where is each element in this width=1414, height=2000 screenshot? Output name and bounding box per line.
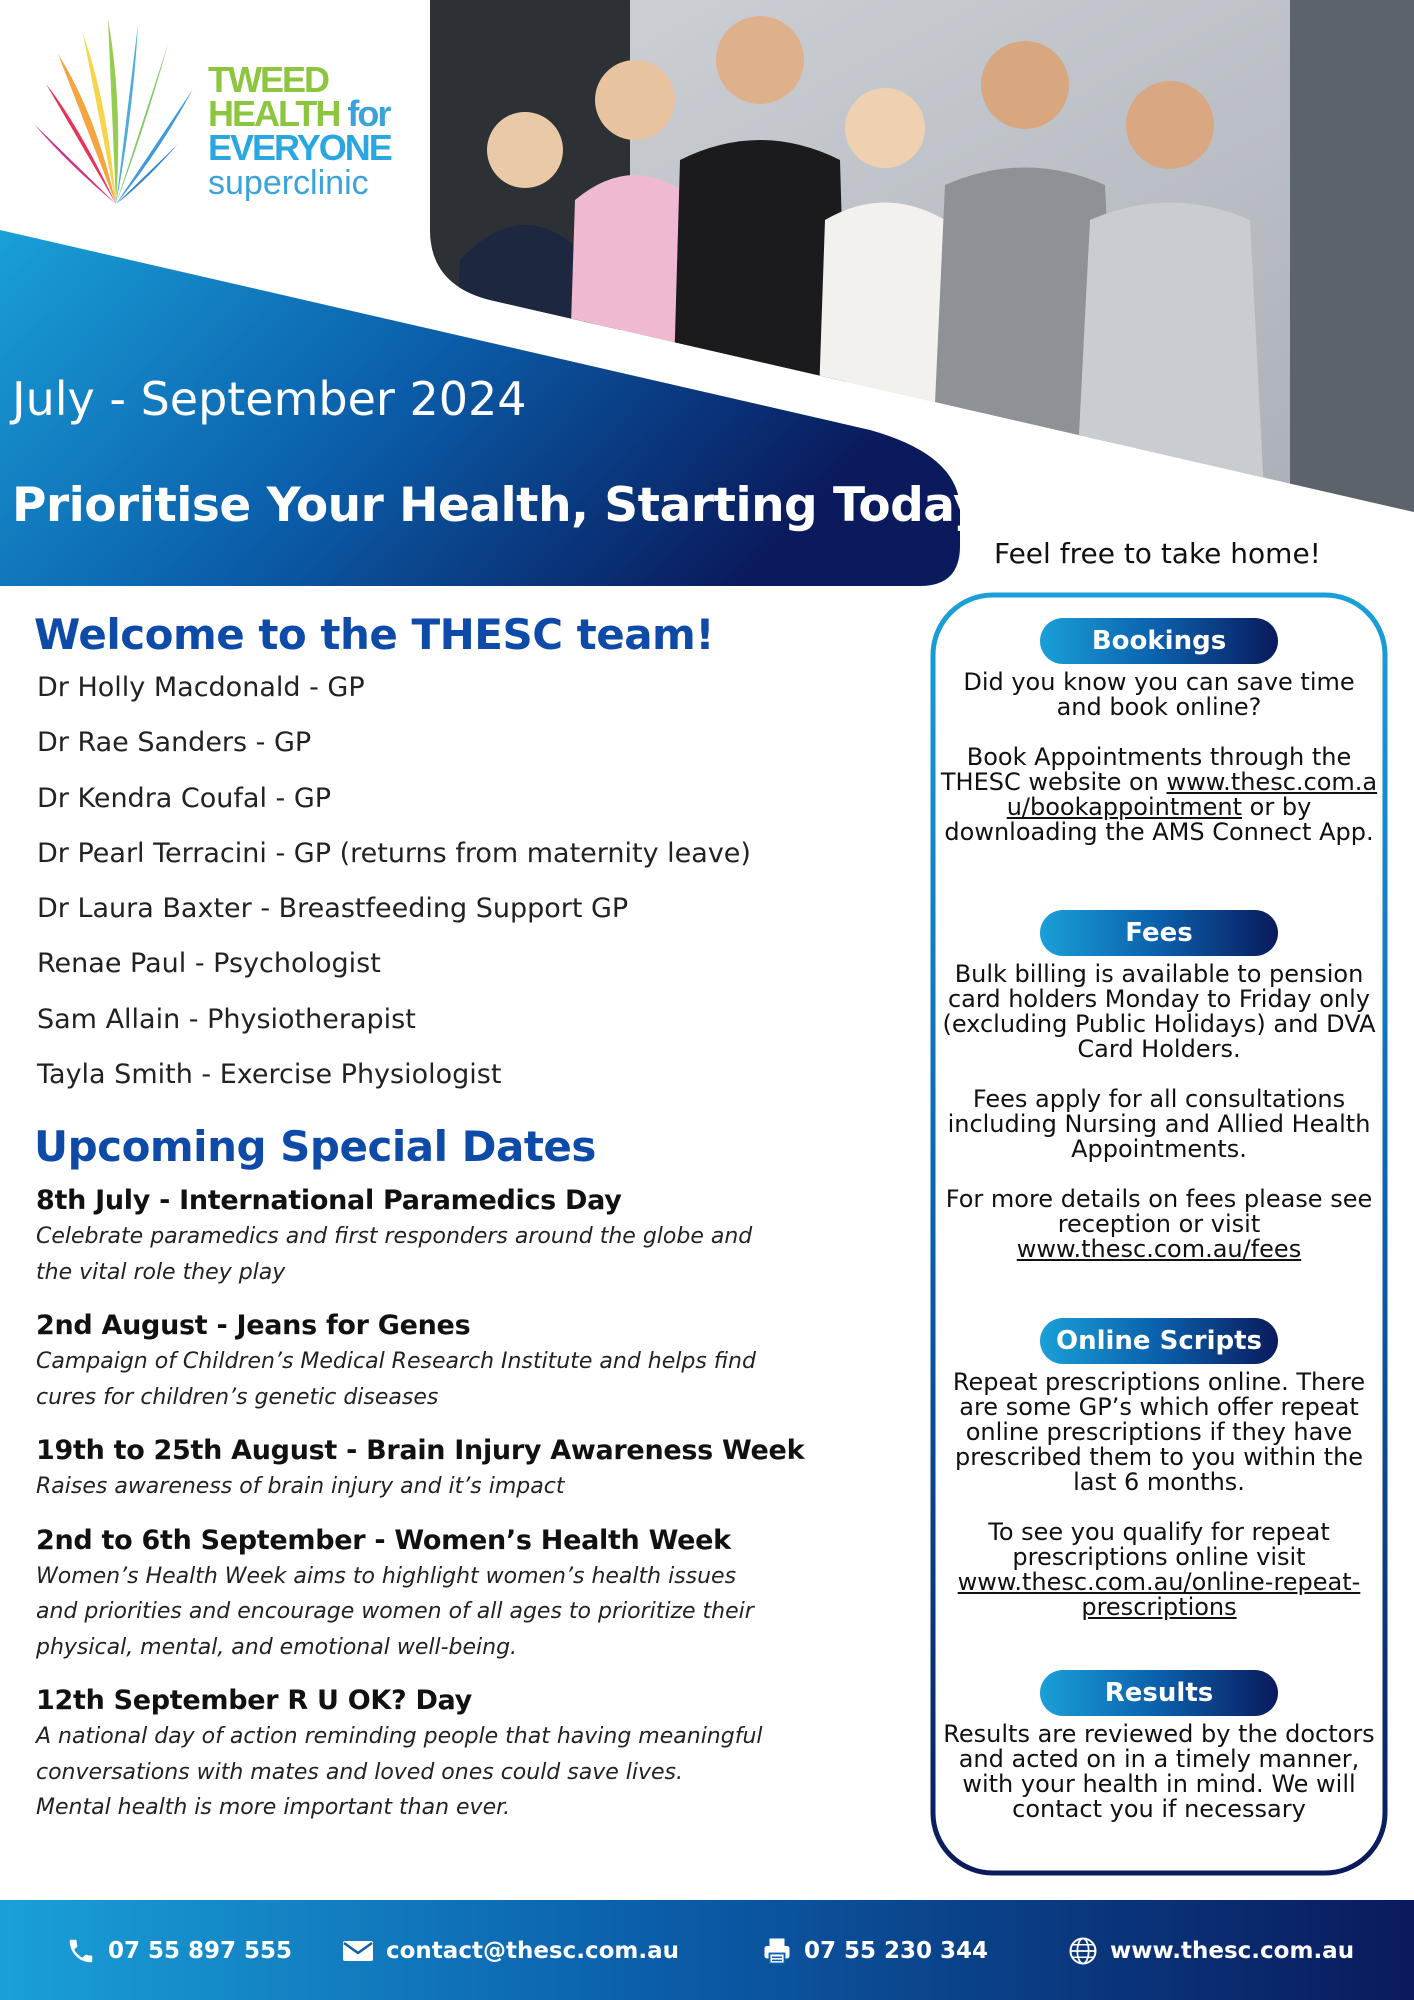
staff-item: Sam Allain - Physiotherapist <box>37 1003 416 1035</box>
event-description: Women’s Health Week aims to highlight women’s health issues and priorities and encourage women of all ages to prioritize their physical, mental, and emotional well-being. <box>36 1563 754 1660</box>
fees-section <box>940 910 1378 1287</box>
event-description: Campaign of Children’s Medical Research Institute and helps find cures for children’s genetic diseases <box>36 1349 756 1410</box>
scripts-text: Repeat prescriptions online. There are some GP’s which offer repeat online prescriptions if they have prescribed them to you within the last 6 months. <box>952 1368 1366 1496</box>
footer-website[interactable]: www.thesc.com.au <box>1068 1936 1354 1966</box>
scripts-qualify-text: To see you qualify for repeat prescriptions online visit www.thesc.com.au/online-repeat-prescriptions <box>957 1518 1361 1621</box>
special-dates-title: Upcoming Special Dates <box>34 1122 596 1171</box>
logo-petals-icon <box>28 14 203 209</box>
staff-item: Dr Kendra Coufal - GP <box>37 782 332 814</box>
footer-phone[interactable]: 07 55 897 555 <box>66 1936 292 1966</box>
staff-item: Dr Pearl Terracini - GP (returns from maternity leave) <box>37 837 751 869</box>
event-title: 8th July - International Paramedics Day <box>36 1185 622 1216</box>
results-section <box>940 1670 1378 1847</box>
logo-text-health: HEALTH for <box>208 93 390 134</box>
email-icon <box>342 1939 374 1963</box>
event-item <box>36 1683 866 1826</box>
staff-item: Renae Paul - Psychologist <box>37 948 381 980</box>
staff-item: Dr Holly Macdonald - GP <box>37 672 365 703</box>
event-item <box>36 1308 866 1415</box>
event-item <box>36 1183 866 1290</box>
scripts-link[interactable]: www.thesc.com.au/online-repeat-prescriptions <box>957 1568 1361 1621</box>
events-list <box>36 1183 866 1844</box>
hero-date-range: July - September 2024 <box>12 372 527 426</box>
event-item <box>36 1433 866 1505</box>
globe-icon <box>1068 1936 1098 1966</box>
footer-fax[interactable]: 07 55 230 344 <box>762 1936 988 1966</box>
logo-text-tweed: TWEED <box>208 59 328 100</box>
logo-text-superclinic: superclinic <box>208 164 369 202</box>
fax-icon <box>762 1936 792 1966</box>
results-text: Results are reviewed by the doctors and acted on in a timely manner, with your health in mind. We will contact you if necessary <box>943 1720 1375 1823</box>
bookings-heading: Bookings <box>1040 618 1278 664</box>
bookings-section <box>940 618 1378 870</box>
event-description: A national day of action reminding people that having meaningful conversations with mates and loved ones could save lives. Mental health is more important than ever. <box>36 1724 763 1820</box>
hero-title: Prioritise Your Health, Starting Today <box>12 478 984 533</box>
staff-item: Dr Laura Baxter - Breastfeeding Support GP <box>37 893 629 925</box>
footer-email[interactable]: contact@thesc.com.au <box>342 1936 679 1966</box>
results-heading: Results <box>1040 1670 1278 1716</box>
bookings-online-text: Book Appointments through the THESC website on www.thesc.com.au/bookappointment or by downloading the AMS Connect App. <box>940 743 1378 846</box>
event-title: 2nd August - Jeans for Genes <box>36 1310 471 1341</box>
event-description: Celebrate paramedics and first responders around the globe and the vital role they play <box>36 1224 753 1285</box>
staff-item: Dr Rae Sanders - GP <box>37 727 312 759</box>
fees-heading: Fees <box>1040 910 1278 956</box>
booking-link[interactable]: www.thesc.com.au/bookappointment <box>1006 768 1378 821</box>
fees-details-text: For more details on fees please see reception or visit www.thesc.com.au/fees <box>945 1185 1373 1263</box>
staff-item: Tayla Smith - Exercise Physiologist <box>37 1059 502 1091</box>
welcome-title: Welcome to the THESC team! <box>34 610 714 659</box>
event-title: 19th to 25th August - Brain Injury Awareness Week <box>36 1435 805 1466</box>
fees-bulk-billing-text: Bulk billing is available to pension card holders Monday to Friday only (excluding Public Holidays) and DVA Card Holders. <box>942 960 1376 1063</box>
fees-link[interactable]: www.thesc.com.au/fees <box>1016 1235 1302 1263</box>
logo-text-everyone: EVERYONE <box>208 127 391 168</box>
logo <box>28 14 408 214</box>
fees-apply-text: Fees apply for all consultations including Nursing and Allied Health Appointments. <box>947 1085 1371 1163</box>
phone-icon <box>66 1936 96 1966</box>
event-title: 12th September R U OK? Day <box>36 1685 472 1716</box>
event-item <box>36 1523 866 1666</box>
event-description: Raises awareness of brain injury and it’s impact <box>36 1474 565 1499</box>
staff-list <box>37 668 751 1110</box>
event-title: 2nd to 6th September - Women’s Health Week <box>36 1524 731 1556</box>
online-scripts-heading: Online Scripts <box>1040 1318 1278 1364</box>
bookings-text: Did you know you can save time and book online? <box>963 668 1355 721</box>
take-home-note: Feel free to take home! <box>994 537 1321 570</box>
online-scripts-section <box>940 1318 1378 1645</box>
footer <box>0 1900 1414 2000</box>
